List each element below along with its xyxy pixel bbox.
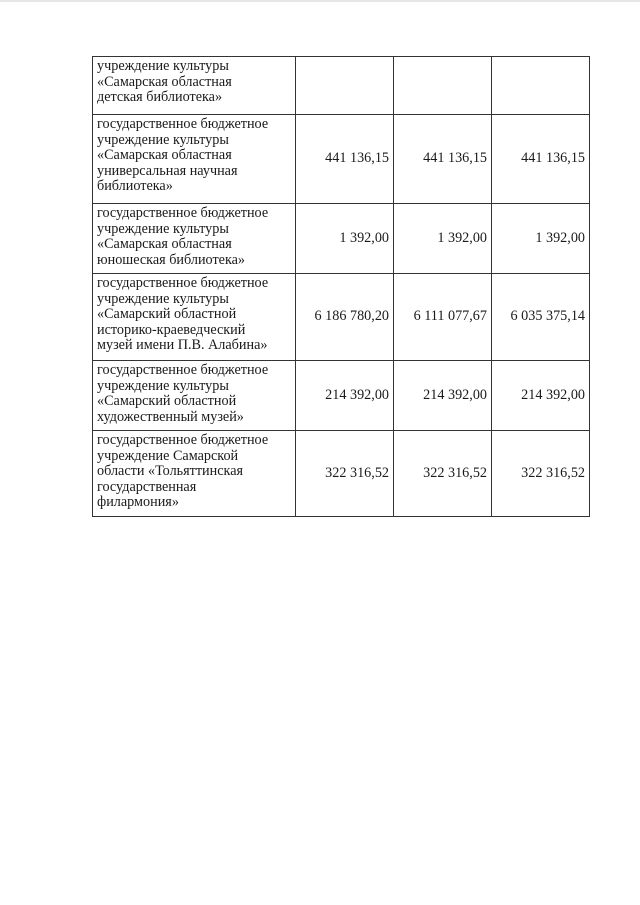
table-row (93, 115, 590, 204)
amount-cell-year-3: 6 035 375,14 (492, 274, 590, 361)
institution-name-cell: учреждение культуры «Самарская областная детская библиотека» (93, 57, 296, 115)
amount-cell-year-3: 441 136,15 (492, 115, 590, 204)
institution-name-cell: государственное бюджетное учреждение культуры «Самарский областной художественный музей» (93, 361, 296, 431)
amount-cell-year-3: 214 392,00 (492, 361, 590, 431)
amount-cell-year-2: 214 392,00 (394, 361, 492, 431)
table-row (93, 57, 590, 115)
institution-name-cell: государственное бюджетное учреждение культуры «Самарская областная универсальная научная библиотека» (93, 115, 296, 204)
amount-cell-year-1: 214 392,00 (296, 361, 394, 431)
amount-cell-year-2: 1 392,00 (394, 204, 492, 274)
page-top-edge (0, 0, 640, 2)
table-row (93, 361, 590, 431)
amount-cell-year-3: 322 316,52 (492, 431, 590, 517)
amount-cell-year-2 (394, 57, 492, 115)
amount-cell-year-1: 1 392,00 (296, 204, 394, 274)
institution-name-cell: государственное бюджетное учреждение культуры «Самарская областная юношеская библиотека» (93, 204, 296, 274)
amount-cell-year-3 (492, 57, 590, 115)
table-row (93, 431, 590, 517)
budget-allocation-table (92, 56, 590, 517)
amount-cell-year-3: 1 392,00 (492, 204, 590, 274)
amount-cell-year-2: 441 136,15 (394, 115, 492, 204)
institution-name-cell: государственное бюджетное учреждение Самарской области «Тольяттинская государственная филармония» (93, 431, 296, 517)
table-row (93, 274, 590, 361)
amount-cell-year-2: 6 111 077,67 (394, 274, 492, 361)
amount-cell-year-1: 322 316,52 (296, 431, 394, 517)
table-row (93, 204, 590, 274)
amount-cell-year-1 (296, 57, 394, 115)
amount-cell-year-1: 441 136,15 (296, 115, 394, 204)
institution-name-cell: государственное бюджетное учреждение культуры «Самарский областной историко-краеведческий музей имени П.В. Алабина» (93, 274, 296, 361)
amount-cell-year-1: 6 186 780,20 (296, 274, 394, 361)
amount-cell-year-2: 322 316,52 (394, 431, 492, 517)
